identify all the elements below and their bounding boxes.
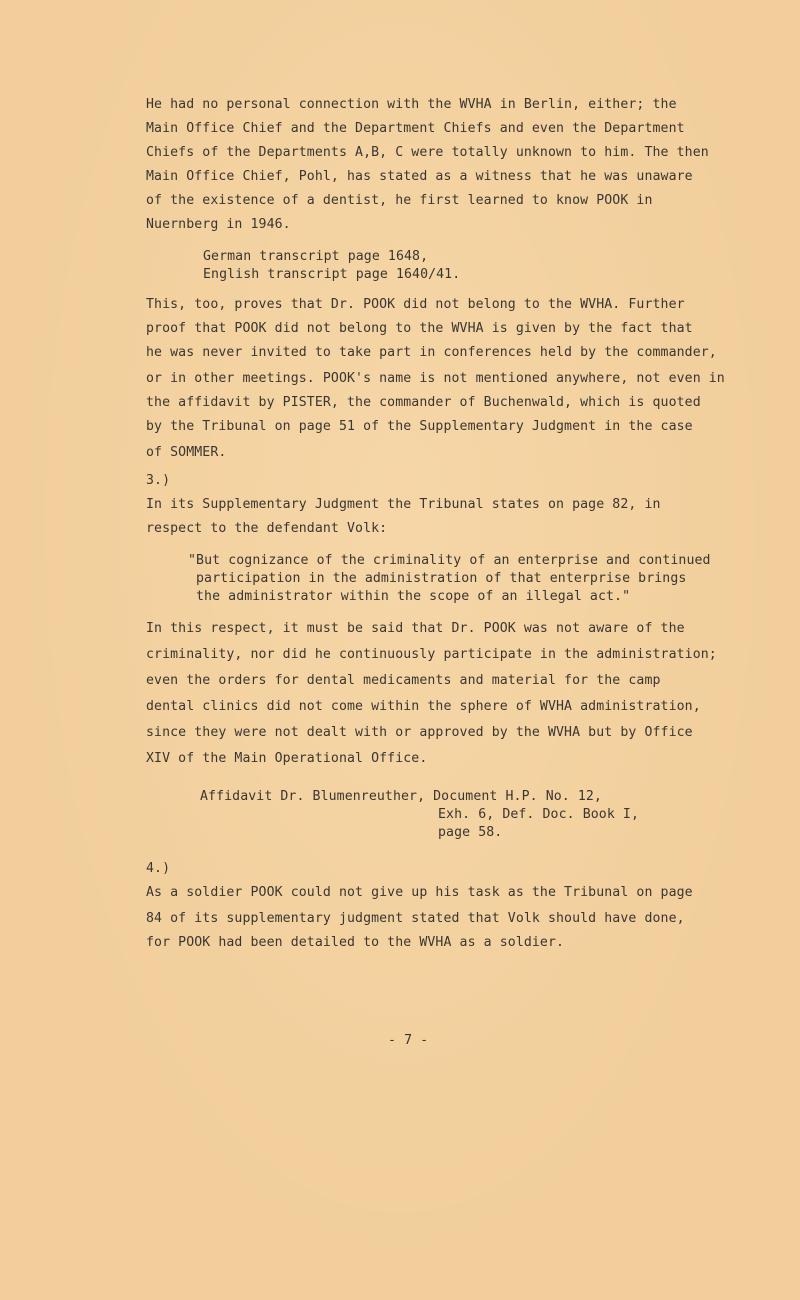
paragraph-1-line-6: Nuernberg in 1946. (146, 217, 291, 232)
quote-line-1: "But cognizance of the criminality of an enterprise and continued (188, 553, 711, 568)
paragraph-4-line-2: criminality, nor did he continuously participate in the administration; (146, 647, 717, 662)
citation-2-line-3: page 58. (438, 825, 503, 840)
paragraph-3-line-1: In its Supplementary Judgment the Tribunal states on page 82, in (146, 497, 661, 512)
citation-2-line-2: Exh. 6, Def. Doc. Book I, (438, 807, 639, 822)
paragraph-5-line-1: As a soldier POOK could not give up his task as the Tribunal on page (146, 885, 693, 900)
paragraph-2-line-4: or in other meetings. POOK's name is not mentioned anywhere, not even in (146, 371, 725, 386)
citation-2-line-1: Affidavit Dr. Blumenreuther, Document H.P. No. 12, (200, 789, 602, 804)
paragraph-4-line-5: since they were not dealt with or approved by the WVHA but by Office (146, 725, 693, 740)
citation-1-line-2: English transcript page 1640/41. (203, 267, 461, 282)
paragraph-4-line-4: dental clinics did not come within the sphere of WVHA administration, (146, 699, 701, 714)
paragraph-4-line-3: even the orders for dental medicaments and material for the camp (146, 673, 661, 688)
paragraph-3-line-2: respect to the defendant Volk: (146, 521, 388, 536)
page-number: - 7 - (388, 1033, 429, 1048)
paragraph-1-line-2: Main Office Chief and the Department Chiefs and even the Department (146, 121, 685, 136)
paragraph-1-line-4: Main Office Chief, Pohl, has stated as a witness that he was unaware (146, 169, 693, 184)
paragraph-2-line-1: This, too, proves that Dr. POOK did not belong to the WVHA. Further (146, 297, 685, 312)
paragraph-4-line-6: XIV of the Main Operational Office. (146, 751, 428, 766)
paragraph-2-line-7: of SOMMER. (146, 445, 227, 460)
paragraph-4-line-1: In this respect, it must be said that Dr. POOK was not aware of the (146, 621, 685, 636)
paragraph-1-line-5: of the existence of a dentist, he first learned to know POOK in (146, 193, 653, 208)
paragraph-1-line-1: He had no personal connection with the WVHA in Berlin, either; the (146, 97, 677, 112)
paragraph-2-line-5: the affidavit by PISTER, the commander of Buchenwald, which is quoted (146, 395, 701, 410)
quote-line-3: the administrator within the scope of an illegal act." (196, 589, 631, 604)
citation-1-line-1: German transcript page 1648, (203, 249, 429, 264)
paragraph-5-line-2: 84 of its supplementary judgment stated that Volk should have done, (146, 911, 685, 926)
paragraph-1-line-3: Chiefs of the Departments A,B, C were totally unknown to him. The then (146, 145, 709, 160)
paragraph-2-line-3: he was never invited to take part in conferences held by the commander, (146, 345, 717, 360)
section-4-number: 4.) (146, 861, 171, 876)
section-3-number: 3.) (146, 473, 171, 488)
paragraph-2-line-6: by the Tribunal on page 51 of the Supplementary Judgment in the case (146, 419, 693, 434)
quote-line-2: participation in the administration of that enterprise brings (196, 571, 687, 586)
paragraph-2-line-2: proof that POOK did not belong to the WVHA is given by the fact that (146, 321, 693, 336)
paragraph-5-line-3: for POOK had been detailed to the WVHA as a soldier. (146, 935, 565, 950)
